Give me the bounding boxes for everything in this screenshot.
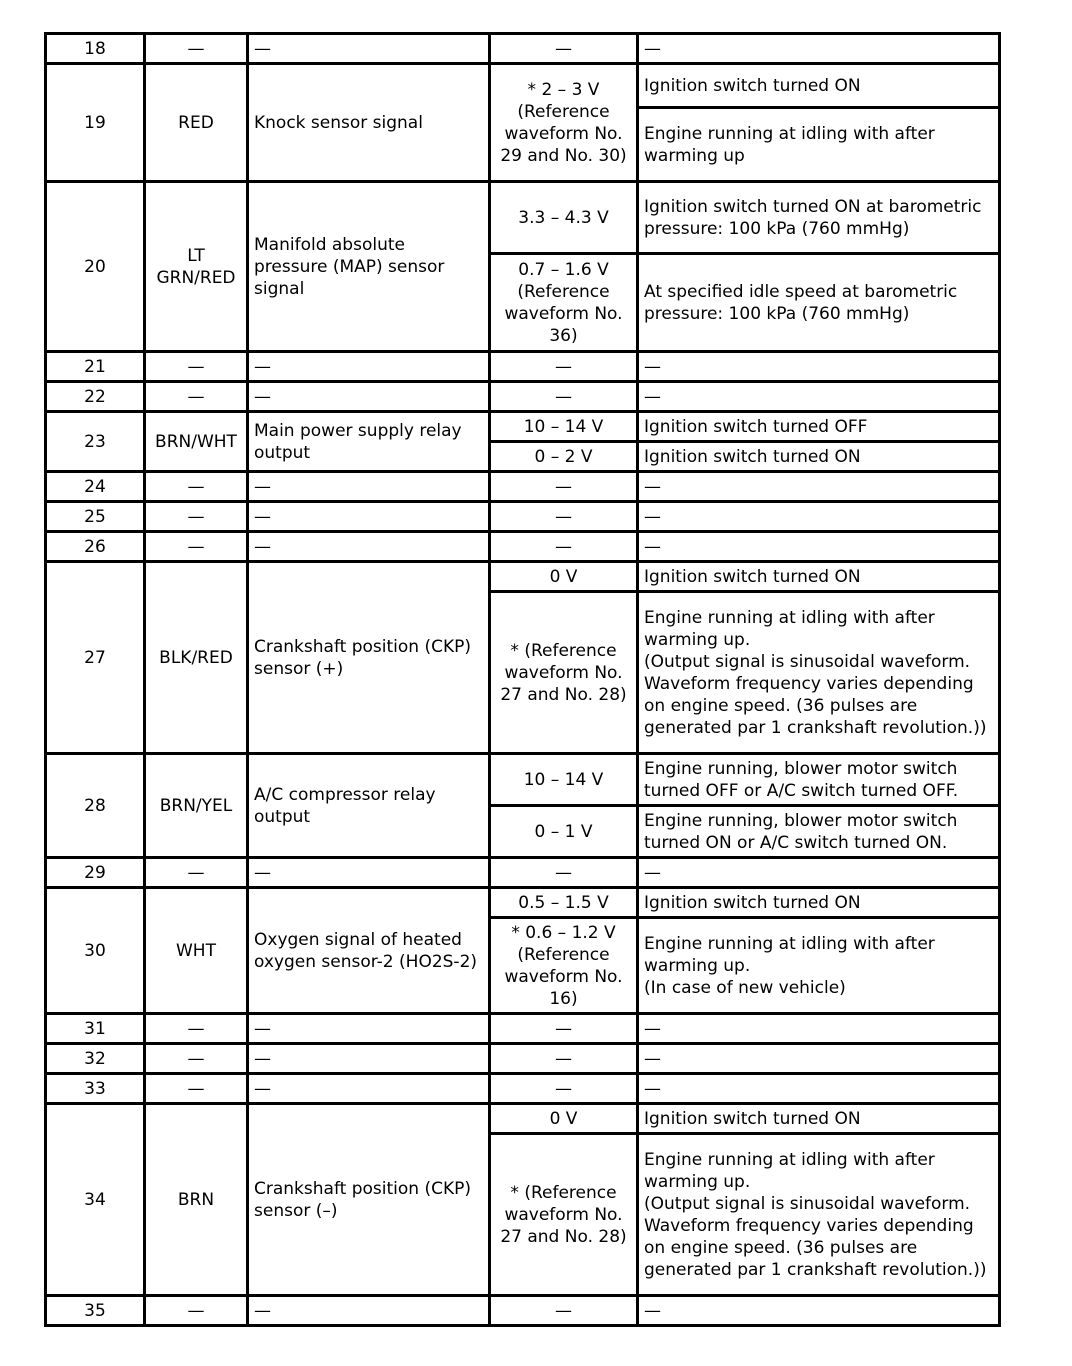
terminal-table [44, 32, 1001, 1327]
wire-color-cell: BRN/WHT [145, 412, 248, 472]
condition-cell: — [638, 1296, 1000, 1326]
description-cell: — [248, 1014, 490, 1044]
description-cell: — [248, 34, 490, 64]
voltage-cell: — [490, 1014, 638, 1044]
terminal-cell: 29 [46, 858, 145, 888]
table-row [46, 1296, 1000, 1326]
table-row [46, 888, 1000, 918]
wire-color-cell: BRN/YEL [145, 754, 248, 858]
condition-cell: Ignition switch turned ON at barometric pressure: 100 kPa (760 mmHg) [638, 182, 1000, 254]
wire-color-cell: — [145, 502, 248, 532]
terminal-cell: 26 [46, 532, 145, 562]
terminal-cell: 33 [46, 1074, 145, 1104]
table-row [46, 352, 1000, 382]
voltage-cell: * (Reference waveform No. 27 and No. 28) [490, 1134, 638, 1296]
condition-cell: Engine running, blower motor switch turned ON or A/C switch turned ON. [638, 806, 1000, 858]
voltage-cell: — [490, 382, 638, 412]
table-row [46, 412, 1000, 442]
wire-color-cell: WHT [145, 888, 248, 1014]
table-row [46, 562, 1000, 592]
wire-color-cell: — [145, 1014, 248, 1044]
wire-color-cell: — [145, 34, 248, 64]
condition-cell: Ignition switch turned ON [638, 64, 1000, 108]
voltage-cell: 0 – 1 V [490, 806, 638, 858]
wire-color-cell: — [145, 858, 248, 888]
voltage-cell: 0.7 – 1.6 V (Reference waveform No. 36) [490, 254, 638, 352]
voltage-cell: 10 – 14 V [490, 412, 638, 442]
condition-cell: At specified idle speed at barometric pressure: 100 kPa (760 mmHg) [638, 254, 1000, 352]
description-cell: Oxygen signal of heated oxygen sensor-2 (HO2S-2) [248, 888, 490, 1014]
table-row [46, 754, 1000, 806]
voltage-cell: * 2 – 3 V (Reference waveform No. 29 and No. 30) [490, 64, 638, 182]
table-row [46, 1014, 1000, 1044]
condition-cell: — [638, 858, 1000, 888]
wire-color-cell: BLK/RED [145, 562, 248, 754]
description-cell: — [248, 1074, 490, 1104]
table-row [46, 502, 1000, 532]
condition-cell: — [638, 472, 1000, 502]
terminal-cell: 31 [46, 1014, 145, 1044]
description-cell: — [248, 858, 490, 888]
voltage-cell: 3.3 – 4.3 V [490, 182, 638, 254]
voltage-cell: 0.5 – 1.5 V [490, 888, 638, 918]
condition-cell: Engine running at idling with after warming up. (Output signal is sinusoidal waveform. Waveform frequency varies depending on engine speed. (36 pulses are generated par 1 crankshaft revolution.)) [638, 1134, 1000, 1296]
terminal-cell: 22 [46, 382, 145, 412]
description-cell: — [248, 502, 490, 532]
condition-cell: — [638, 502, 1000, 532]
description-cell: — [248, 352, 490, 382]
condition-cell: Engine running at idling with after warming up. (In case of new vehicle) [638, 918, 1000, 1014]
table-row [46, 858, 1000, 888]
description-cell: — [248, 532, 490, 562]
condition-cell: Ignition switch turned OFF [638, 412, 1000, 442]
voltage-cell: — [490, 532, 638, 562]
voltage-cell: — [490, 352, 638, 382]
description-cell: — [248, 1044, 490, 1074]
table-row [46, 1044, 1000, 1074]
terminal-cell: 21 [46, 352, 145, 382]
table-row [46, 1074, 1000, 1104]
condition-cell: — [638, 382, 1000, 412]
wire-color-cell: BRN [145, 1104, 248, 1296]
condition-cell: — [638, 352, 1000, 382]
voltage-cell: — [490, 502, 638, 532]
condition-cell: Ignition switch turned ON [638, 1104, 1000, 1134]
description-cell: Knock sensor signal [248, 64, 490, 182]
terminal-cell: 35 [46, 1296, 145, 1326]
table-row [46, 64, 1000, 108]
condition-cell: Engine running at idling with after warming up. (Output signal is sinusoidal waveform. Waveform frequency varies depending on engine speed. (36 pulses are generated par 1 crankshaft revolution.)) [638, 592, 1000, 754]
terminal-cell: 27 [46, 562, 145, 754]
condition-cell: Engine running at idling with after warming up [638, 108, 1000, 182]
table-row [46, 34, 1000, 64]
description-cell: Manifold absolute pressure (MAP) sensor signal [248, 182, 490, 352]
wire-color-cell: — [145, 1074, 248, 1104]
condition-cell: — [638, 34, 1000, 64]
voltage-cell: — [490, 1296, 638, 1326]
voltage-cell: — [490, 1044, 638, 1074]
terminal-cell: 18 [46, 34, 145, 64]
voltage-cell: — [490, 858, 638, 888]
terminal-cell: 23 [46, 412, 145, 472]
table-row [46, 1104, 1000, 1134]
wire-color-cell: — [145, 1296, 248, 1326]
condition-cell: — [638, 1044, 1000, 1074]
description-cell: Crankshaft position (CKP) sensor (+) [248, 562, 490, 754]
terminal-cell: 24 [46, 472, 145, 502]
condition-cell: Ignition switch turned ON [638, 562, 1000, 592]
condition-cell: Ignition switch turned ON [638, 888, 1000, 918]
voltage-cell: * 0.6 – 1.2 V (Reference waveform No. 16) [490, 918, 638, 1014]
voltage-cell: 0 V [490, 1104, 638, 1134]
wire-color-cell: LT GRN/RED [145, 182, 248, 352]
description-cell: Crankshaft position (CKP) sensor (–) [248, 1104, 490, 1296]
terminal-cell: 20 [46, 182, 145, 352]
terminal-cell: 25 [46, 502, 145, 532]
wire-color-cell: — [145, 1044, 248, 1074]
table-row [46, 182, 1000, 254]
voltage-cell: 0 V [490, 562, 638, 592]
description-cell: — [248, 472, 490, 502]
voltage-cell: — [490, 472, 638, 502]
table-row [46, 532, 1000, 562]
voltage-cell: — [490, 34, 638, 64]
voltage-cell: — [490, 1074, 638, 1104]
description-cell: A/C compressor relay output [248, 754, 490, 858]
table-row [46, 472, 1000, 502]
voltage-cell: 10 – 14 V [490, 754, 638, 806]
terminal-cell: 30 [46, 888, 145, 1014]
condition-cell: — [638, 1074, 1000, 1104]
wire-color-cell: — [145, 382, 248, 412]
terminal-cell: 32 [46, 1044, 145, 1074]
voltage-cell: * (Reference waveform No. 27 and No. 28) [490, 592, 638, 754]
voltage-cell: 0 – 2 V [490, 442, 638, 472]
wire-color-cell: — [145, 472, 248, 502]
condition-cell: Engine running, blower motor switch turned OFF or A/C switch turned OFF. [638, 754, 1000, 806]
description-cell: — [248, 1296, 490, 1326]
terminal-cell: 34 [46, 1104, 145, 1296]
description-cell: — [248, 382, 490, 412]
terminal-cell: 28 [46, 754, 145, 858]
condition-cell: — [638, 1014, 1000, 1044]
wire-color-cell: — [145, 352, 248, 382]
condition-cell: — [638, 532, 1000, 562]
wire-color-cell: — [145, 532, 248, 562]
table-row [46, 382, 1000, 412]
wire-color-cell: RED [145, 64, 248, 182]
description-cell: Main power supply relay output [248, 412, 490, 472]
condition-cell: Ignition switch turned ON [638, 442, 1000, 472]
terminal-cell: 19 [46, 64, 145, 182]
